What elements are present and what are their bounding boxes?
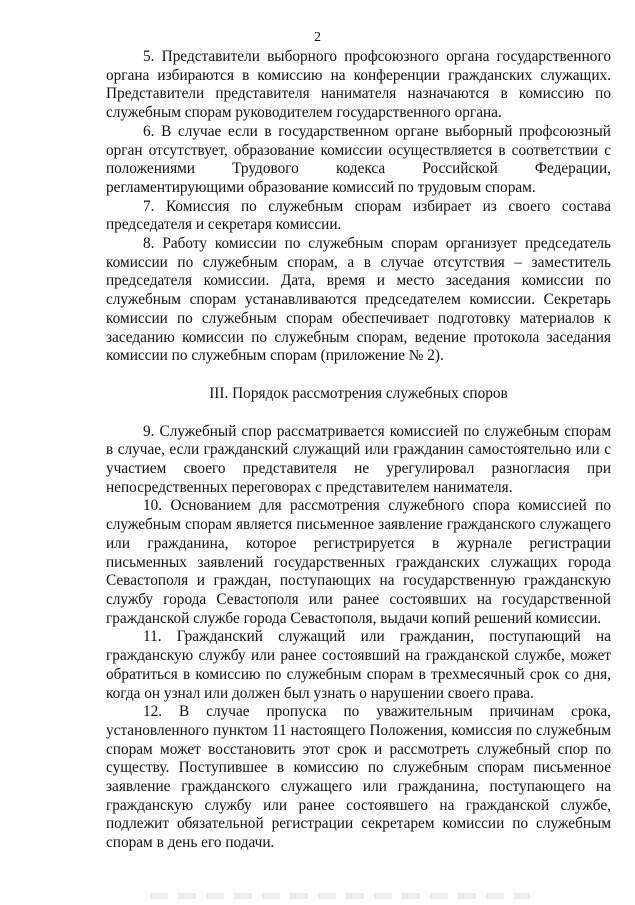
bleed-through-marks (150, 893, 530, 899)
section-heading: III. Порядок рассмотрения служебных споров (209, 384, 508, 402)
paragraph-10: 10. Основанием для рассмотрения служебного спора комиссией по служебным спорам является письменное заявление гражданского служащего или гражданина, которое регистрируется в журнале регистрации письменных заявлений государственных гражданских служащих города Севастополя и граждан, поступающих на государственную гражданскую службу города Севастополя или ранее состоявших на государственной гражданской службе города Севастополя, выдачи копий решений комиссии. (106, 497, 611, 627)
paragraph-6: 6. В случае если в государственном органе выборный профсоюзный орган отсутствует, образование комиссии осуществляется в соответствии с положениями Трудового кодекса Российской Федерации, регламентирующими образование комиссий по трудовым спорам. (106, 122, 611, 196)
paragraph-5: 5. Представители выборного профсоюзного органа государственного органа избираются в комиссию на конференции гражданских служащих. Представители представителя нанимателя назначаются в комиссию по служебным спорам руководителем государственного органа. (106, 48, 611, 122)
paragraph-9: 9. Служебный спор рассматривается комиссией по служебным спорам в случае, если гражданский служащий или гражданин самостоятельно или с участием своего представителя не урегулировал разногласия при непосредственных переговорах с представителем нанимателя. (106, 422, 611, 496)
paragraph-11: 11. Гражданский служащий или гражданин, поступающий на гражданскую службу или ранее состоявший на гражданской службе, может обратиться в комиссию по служебным спорам в трехмесячный срок со дня, когда он узнал или должен был узнать о нарушении своего права. (106, 628, 611, 702)
document-body (106, 48, 611, 853)
paragraph-7: 7. Комиссия по служебным спорам избирает из своего состава председателя и секретаря комиссии. (106, 197, 611, 234)
page-number: 2 (314, 30, 321, 45)
paragraph-8: 8. Работу комиссии по служебным спорам организует председатель комиссии по служебным спорам, а в случае отсутствия – заместитель председателя комиссии. Дата, время и место заседания комиссии по служебным спорам устанавливаются председателем комиссии. Секретарь комиссии по служебным спорам обеспечивает подготовку материалов к заседанию комиссии по служебным спорам, ведение протокола заседания комиссии по служебным спорам (приложение № 2). (106, 235, 611, 365)
paragraph-12: 12. В случае пропуска по уважительным причинам срока, установленного пунктом 11 настоящего Положения, комиссия по служебным спорам может восстановить этот срок и рассмотреть служебный спор по существу. Поступившее в комиссию по служебным спорам письменное заявление гражданского служащего или гражданина, поступающего на гражданскую службу или ранее состоявшего на гражданской службе, подлежит обязательной регистрации секретарем комиссии по служебным спорам в день его подачи. (106, 703, 611, 852)
